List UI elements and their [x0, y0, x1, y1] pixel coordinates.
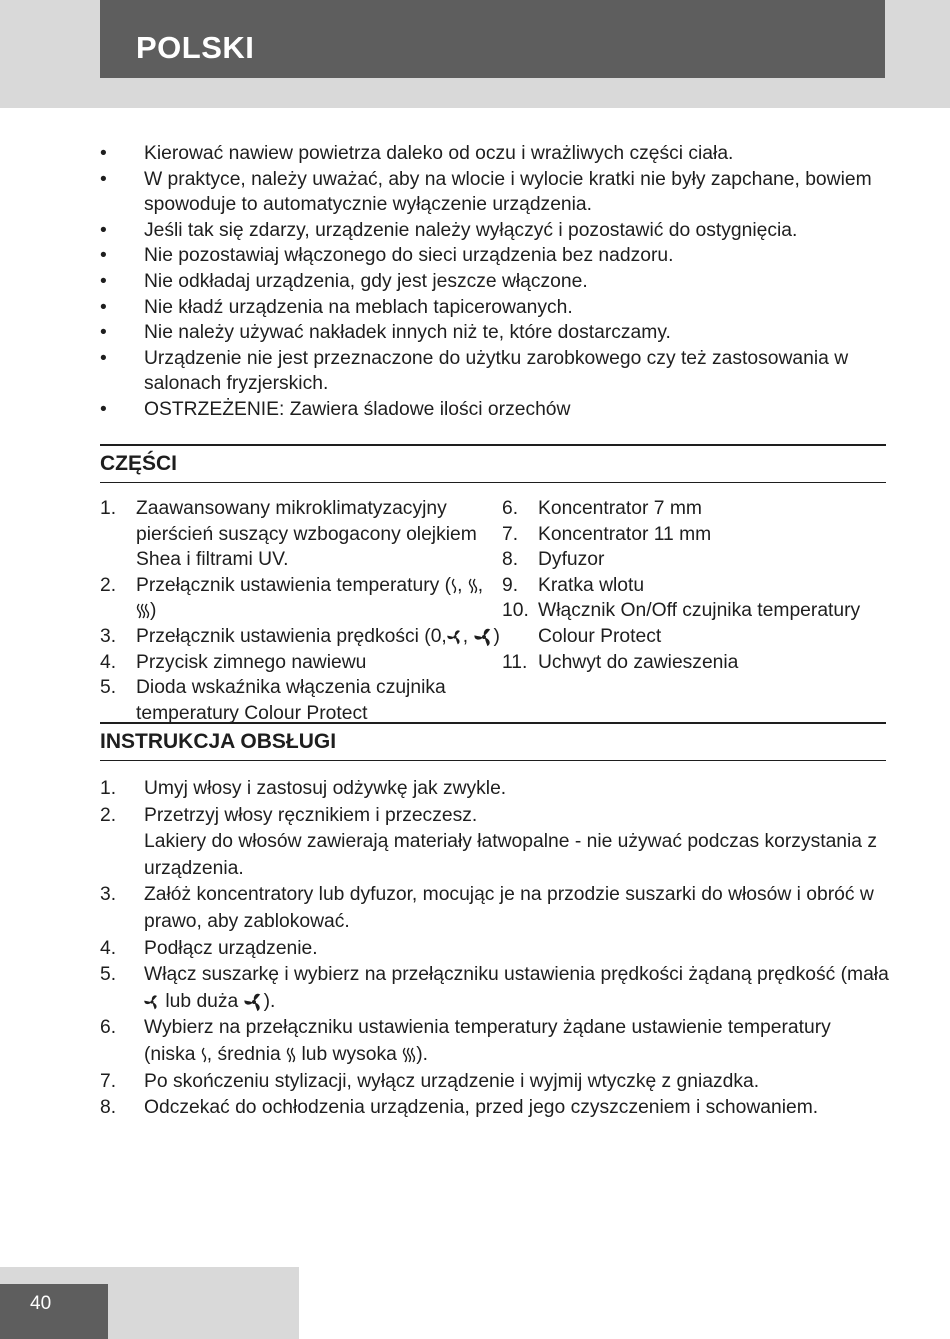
list-item: 4. Przycisk zimnego nawiewu: [100, 651, 367, 673]
list-item: 2. Przełącznik ustawienia temperatury ( , , ): [100, 574, 484, 622]
instructions-list: [100, 776, 890, 1122]
list-item: • Nie należy używać nakładek innych niż te, które dostarczamy.: [100, 320, 890, 346]
language-bar: [100, 0, 885, 78]
list-item: • Kierować nawiew powietrza daleko od oczu i wrażliwych części ciała.: [100, 141, 890, 167]
list-item: 6. Koncentrator 7 mm: [502, 498, 702, 519]
parts-list-left: [100, 496, 500, 726]
list-item: 5. Dioda wskaźnika włączenia czujnika temperatury Colour Protect: [100, 677, 446, 724]
fan-low-icon: [447, 629, 463, 645]
list-item: 4. Podłącz urządzenie.: [100, 937, 318, 959]
list-item: 6. Wybierz na przełączniku ustawienia temperatury żądane ustawienie temperatury (niska , średnia lub wysoka ).: [100, 1017, 831, 1065]
heat-high-icon: [402, 1047, 416, 1063]
list-item: • Urządzenie nie jest przeznaczone do użytku zarobkowego czy też zastosowania w salonach fryzjerskich.: [100, 347, 849, 395]
list-item: • Jeśli tak się zdarzy, urządzenie należy wyłączyć i pozostawić do ostygnięcia.: [100, 218, 890, 244]
list-item: 8. Odczekać do ochłodzenia urządzenia, przed jego czyszczeniem i schowaniem.: [100, 1097, 819, 1119]
page-number-box: [0, 1284, 108, 1339]
bullet: •: [100, 398, 107, 420]
fan-high-icon: [474, 627, 494, 647]
language-title: POLSKI: [136, 30, 255, 65]
list-item: • W praktyce, należy uważać, aby na wlocie i wylocie kratki nie były zapchane, bowiem spowoduje to automatycznie wyłączenie urządzenia.: [100, 168, 872, 216]
heat-medium-icon: [468, 578, 478, 594]
fan-high-icon: [244, 992, 264, 1012]
list-item: • OSTRZEŻENIE: Zawiera śladowe ilości orzechów: [100, 397, 890, 423]
bullet: •: [100, 245, 107, 267]
list-item: 8. Dyfuzor: [502, 549, 605, 571]
parts-title: CZĘŚCI: [100, 452, 178, 475]
heat-medium-icon: [286, 1047, 296, 1063]
list-item: • Nie odkładaj urządzenia, gdy jest jeszcze włączone.: [100, 269, 890, 295]
list-item: 3. Załóż koncentratory lub dyfuzor, mocując je na przodzie suszarki do włosów i obróć w prawo, aby zablokować.: [100, 884, 874, 932]
safety-warnings-list: [100, 141, 890, 423]
list-item: 3. Przełącznik ustawienia prędkości (0, , ): [100, 625, 500, 647]
bullet: •: [100, 296, 107, 318]
list-item: 1. Umyj włosy i zastosuj odżywkę jak zwykle.: [100, 778, 507, 799]
heat-high-icon: [136, 603, 150, 619]
list-item: 10. Włącznik On/Off czujnika temperatury Colour Protect: [502, 600, 861, 647]
list-item: 7. Po skończeniu stylizacji, wyłącz urządzenie i wyjmij wtyczkę z gniazdka.: [100, 1070, 760, 1092]
list-item: 5. Włącz suszarkę i wybierz na przełączniku ustawienia prędkości żądaną prędkość (mała lub duża ).: [100, 964, 889, 1012]
bullet: •: [100, 270, 107, 292]
bullet: •: [100, 143, 107, 164]
bullet: •: [100, 168, 107, 190]
fan-low-icon: [144, 994, 160, 1010]
list-item: • Nie kładź urządzenia na meblach tapicerowanych.: [100, 295, 890, 321]
bullet: •: [100, 322, 107, 344]
list-item: 9. Kratka wlotu: [502, 574, 645, 596]
list-item: 2. Przetrzyj włosy ręcznikiem i przeczesz. Lakiery do włosów zawierają materiały łatwopalne - nie używać podczas korzystania z urządzenia.: [100, 804, 878, 879]
instructions-section-header: [100, 722, 886, 761]
page-number: 40: [30, 1293, 52, 1314]
bullet: •: [100, 219, 107, 241]
parts-list-right: [502, 496, 887, 675]
list-item: 1. Zaawansowany mikroklimatyzacyjny pierścień suszący wzbogacony olejkiem Shea i filtrami UV.: [100, 498, 477, 571]
parts-section-header: [100, 444, 886, 483]
list-item: 7. Koncentrator 11 mm: [502, 523, 712, 545]
instructions-title: INSTRUKCJA OBSŁUGI: [100, 730, 337, 753]
list-item: • Nie pozostawiaj włączonego do sieci urządzenia bez nadzoru.: [100, 243, 890, 269]
bullet: •: [100, 347, 107, 369]
list-item: 11. Uchwyt do zawieszenia: [502, 651, 739, 673]
